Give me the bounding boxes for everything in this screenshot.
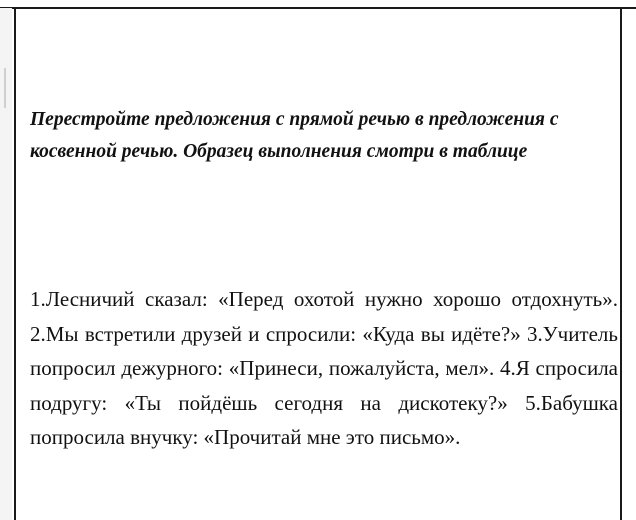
task-instruction: Перестройте предложения с прямой речью в предложения с косвенной речью. Образец выполнения смотри в таблице xyxy=(30,109,559,162)
exercise-sentences: 1.Лесничий сказал: «Перед охотой нужно хорошо отдохнуть». 2.Мы встретили друзей и спросили: «Куда вы идёте?» 3.Учитель попросил дежурного: «Принеси, пожалуйста, мел». 4.Я спросила подругу: «Ты пойдёшь сегодня на дискотеку?» 5.Бабушка попросила внучку: «Прочитай мне это письмо». xyxy=(30,287,618,449)
adjacent-cell-mark xyxy=(4,68,6,108)
adjacent-cell-edge xyxy=(0,8,12,520)
